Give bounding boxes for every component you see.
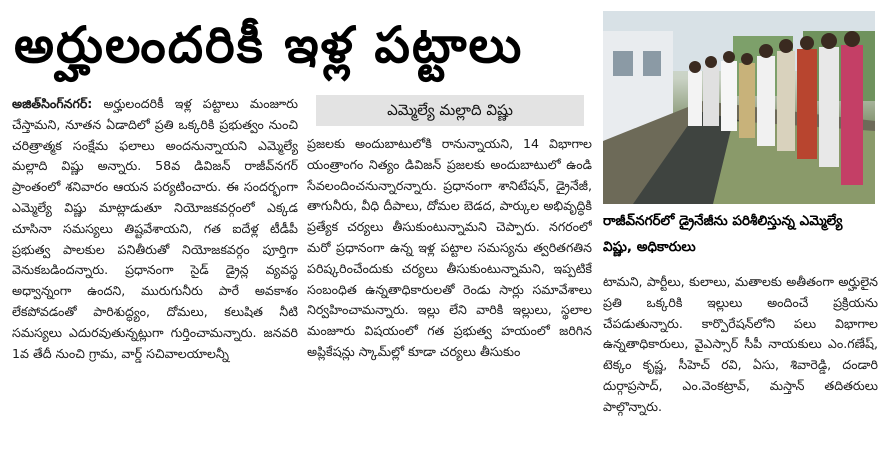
photo-caption: రాజీవ్‌నగర్‌లో డ్రైనేజీను పరిశీలిస్తున్న ఎమ్మెల్యే విష్ణు, అధికారులు [603, 213, 843, 255]
article-headline: అర్హులందరికీ ఇళ్ల పట్టాలు [14, 16, 524, 74]
article-column-1 [12, 94, 298, 448]
article-subheadline: ఎమ్మెల్యే మల్లాది విష్ణు [316, 95, 584, 126]
dateline: అజిత్‌సింగ్‌నగర్: [12, 96, 93, 111]
article-column-3 [603, 272, 878, 448]
news-photo [603, 11, 875, 204]
column-1-text: అర్హులందరికీ ఇళ్ల పట్టాలు మంజూరు చేస్తామని, నూతన ఏడాదిలో ప్రతి ఒక్కరికి ప్రభుత్వం నుంచి చరిత్రాత్మక సంక్షేమ ఫలాలు అందనున్నాయని ఎమ్మెల్యే మల్లాది విష్ణు అన్నారు. 58వ డివిజన్ రాజీవ్‌నగర్ ప్రాంతంలో శనివారం ఆయన పర్యటించారు. ఈ సందర్భంగా ఎమ్మెల్యే విష్ణు మాట్లాడుతూ నియోజకవర్గంలో ఎక్కడ చూసినా సమస్యలు తిష్టవేశాయని, గత ఐదేళ్ల టీడీపీ ప్రభుత్వ పాలకుల పనితీరుతో నియోజకవర్గం పూర్తిగా వెనుకబడిందన్నారు. ప్రధానంగా సైడ్ డ్రైన్ల వ్యవస్థ అధ్వాన్నంగా ఉందని, మురుగునీరు పారే అవకాశం లేకపోవడంతో పారిశుద్ధ్యం, దోమలు, కలుషిత నీటి సమస్యలు ఎదురవుతున్నట్లుగా గుర్తించామన్నారు. జనవరి 1వ తేదీ నుంచి గ్రామ, వార్డ్ సచివాలయాలన్నీ [12, 96, 298, 361]
column-3-text: టామని, పార్టీలు, కులాలు, మతాలకు అతీతంగా అర్హులైన ప్రతి ఒక్కరికి ఇల్లులు అందించే ప్రక్రియను చేపడుతున్నారు. కార్పొరేషన్‌లోని పలు విభాగాల ఉన్నతాధికారులు, వైఎస్సార్ సీపీ నాయకులు ఎం.గణేష్, టెక్కం కృష్ణ, సీహెచ్ రవి, ఏసు, శివారెడ్డి, దండారి దుర్గాప్రసాద్, ఎం.వెంకట్రావ్, మస్తాన్ తదితరులు పాల్గొన్నారు. [603, 274, 878, 414]
column-2-text: ప్రజలకు అందుబాటులోకి రానున్నాయని, 14 విభాగాల యంత్రాంగం నిత్యం డివిజన్ ప్రజలకు అందుబాటులో ఉండి సేవలందించనున్నారన్నారు. ప్రధానంగా శానిటేషన్, డ్రైనేజీ, తాగునీరు, వీధి దీపాలు, దోమల బెడద, పార్కుల అభివృద్ధికి ప్రత్యేక చర్యలు తీసుకుంటున్నామని చెప్పారు. నగరంలో మరో ప్రధానంగా ఉన్న ఇళ్ల పట్టాల సమస్యను త్వరితగతిన పరిష్కరించేందుకు చర్యలు తీసుకుంటున్నామని, ఇప్పటికే సంబంధిత ఉన్నతాధికారులతో రెండు సార్లు సమావేశాలు నిర్వహించామన్నారు. ఇల్లు లేని వారికి ఇల్లులు, స్థలాల మంజూరు విషయంలో గత ప్రభుత్వ హయంలో జరిగిన అప్లికేషన్లు స్కామ్‌ల్లో కూడా చర్యలు తీసుకుం [307, 136, 592, 359]
article-column-2 [307, 134, 592, 448]
photo-illustration [603, 11, 875, 204]
